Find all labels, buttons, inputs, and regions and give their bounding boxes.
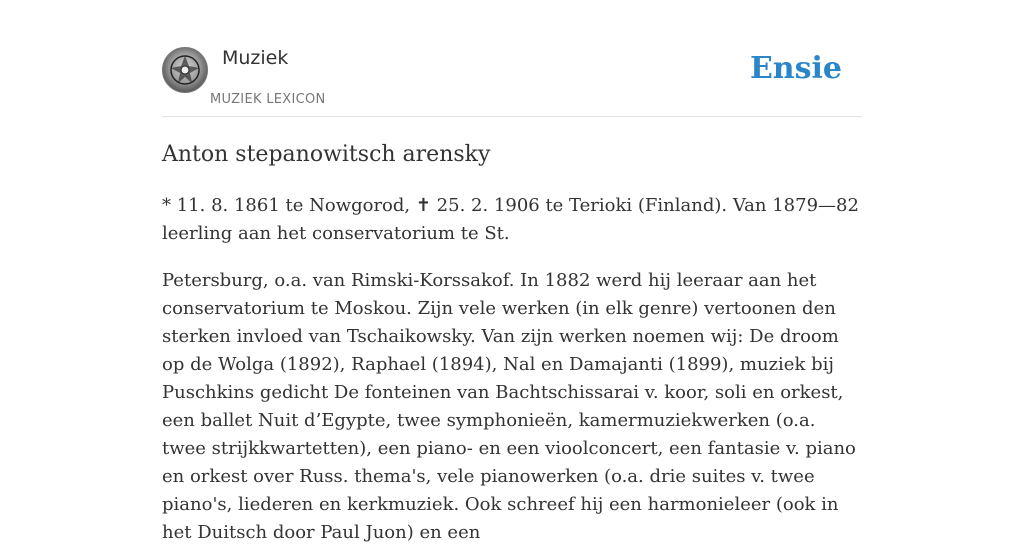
article-title: Anton stepanowitsch arensky xyxy=(162,142,491,167)
book-subtitle: MUZIEK LEXICON xyxy=(210,92,326,107)
header xyxy=(162,0,862,117)
book-cover-icon[interactable] xyxy=(162,47,208,93)
book-name-link[interactable]: Muziek xyxy=(222,47,289,69)
ensie-logo-link[interactable]: Ensie xyxy=(749,51,842,86)
article-paragraph-1: * 11. 8. 1861 te Nowgorod, ✝ 25. 2. 1906 te Terioki (Finland). Van 1879—82 leerling aan het conservatorium te St. xyxy=(162,195,859,244)
page-container xyxy=(162,0,862,543)
article-paragraph-2: Petersburg, o.a. van Rimski-Korssakof. In 1882 werd hij leeraar aan het conservatorium te Moskou. Zijn vele werken (in elk genre) vertoonen den sterken invloed van Tschaikowsky. Van zijn werken noemen wij: De droom op de Wolga (1892), Raphael (1894), Nal en Damajanti (1899), muziek bij Puschkins gedicht De fonteinen van Bachtschissarai v. koor, soli en orkest, een ballet Nuit d’Egypte, twee symphonieën, kamermuziekwerken (o.a. twee strijkkwartetten), een piano- en een vioolconcert, een fantasie v. piano en orkest over Russ. thema's, vele pianowerken (o.a. drie suites v. twee piano's, liederen en kerkmuziek. Ook schreef hij een harmonieleer (ook in het Duitsch door Paul Juon) en een xyxy=(162,270,856,543)
